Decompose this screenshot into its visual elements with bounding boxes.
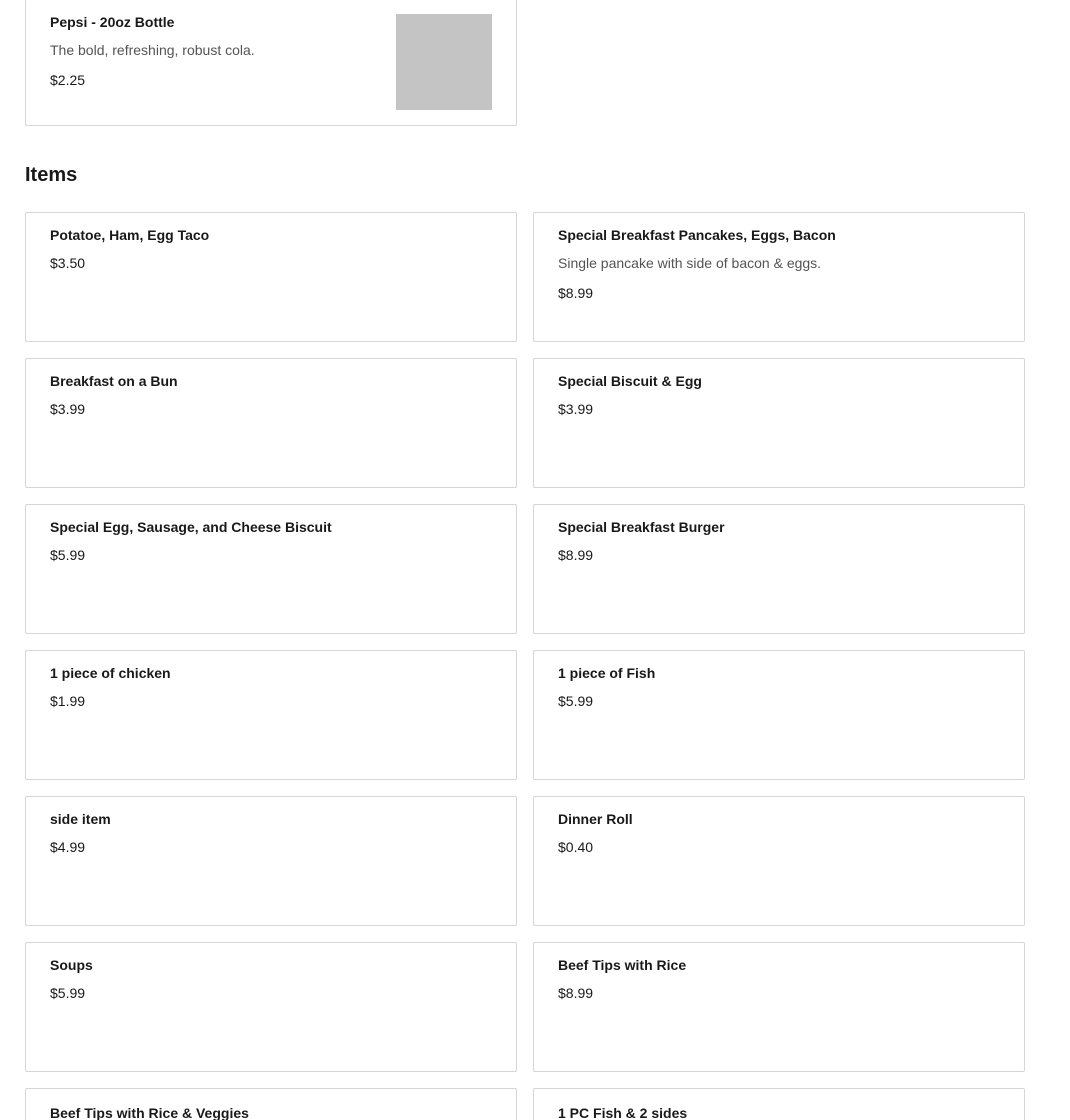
item-price: $3.50 xyxy=(50,255,86,271)
menu-item-card[interactable] xyxy=(25,650,517,780)
menu-item-card-pepsi[interactable] xyxy=(25,0,517,126)
item-name: Special Egg, Sausage, and Cheese Biscuit xyxy=(50,519,332,535)
menu-item-card[interactable] xyxy=(533,504,1025,634)
item-name: Beef Tips with Rice xyxy=(558,957,687,973)
item-name: Special Biscuit & Egg xyxy=(558,373,702,389)
item-price: $5.99 xyxy=(50,985,86,1001)
item-name: Soups xyxy=(50,957,93,973)
menu-item-card[interactable] xyxy=(25,358,517,488)
item-price: $0.40 xyxy=(558,839,594,855)
item-price: $2.25 xyxy=(50,72,86,88)
item-name: Pepsi - 20oz Bottle xyxy=(50,14,175,30)
item-price: $3.99 xyxy=(50,401,86,417)
menu-item-card[interactable] xyxy=(25,504,517,634)
menu-item-card[interactable] xyxy=(25,1088,517,1120)
item-price: $8.99 xyxy=(558,985,594,1001)
menu-item-card[interactable] xyxy=(533,942,1025,1072)
item-name: Potatoe, Ham, Egg Taco xyxy=(50,227,210,243)
menu-item-card[interactable] xyxy=(25,212,517,342)
item-image-placeholder xyxy=(396,14,492,110)
item-name: Dinner Roll xyxy=(558,811,633,827)
item-name: Breakfast on a Bun xyxy=(50,373,178,389)
item-price: $8.99 xyxy=(558,285,594,301)
item-price: $1.99 xyxy=(50,693,86,709)
item-price: $4.99 xyxy=(50,839,86,855)
item-name: 1 piece of chicken xyxy=(50,665,171,681)
menu-item-card[interactable] xyxy=(25,796,517,926)
item-price: $8.99 xyxy=(558,547,594,563)
item-price: $5.99 xyxy=(50,547,86,563)
menu-item-card[interactable] xyxy=(533,650,1025,780)
item-description: Single pancake with side of bacon & eggs. xyxy=(558,255,822,271)
item-description: The bold, refreshing, robust cola. xyxy=(50,42,255,58)
menu-item-card[interactable] xyxy=(25,942,517,1072)
menu-item-card[interactable] xyxy=(533,212,1025,342)
item-price: $5.99 xyxy=(558,693,594,709)
item-price: $3.99 xyxy=(558,401,594,417)
section-title: Items xyxy=(25,164,78,186)
menu-item-card[interactable] xyxy=(533,358,1025,488)
item-name: Special Breakfast Pancakes, Eggs, Bacon xyxy=(558,227,836,243)
item-name: 1 piece of Fish xyxy=(558,665,656,681)
menu-item-card[interactable] xyxy=(533,1088,1025,1120)
menu-item-card[interactable] xyxy=(533,796,1025,926)
item-name: Special Breakfast Burger xyxy=(558,519,725,535)
item-name: 1 PC Fish & 2 sides xyxy=(558,1105,688,1120)
item-name: Beef Tips with Rice & Veggies xyxy=(50,1105,249,1120)
item-name: side item xyxy=(50,811,111,827)
